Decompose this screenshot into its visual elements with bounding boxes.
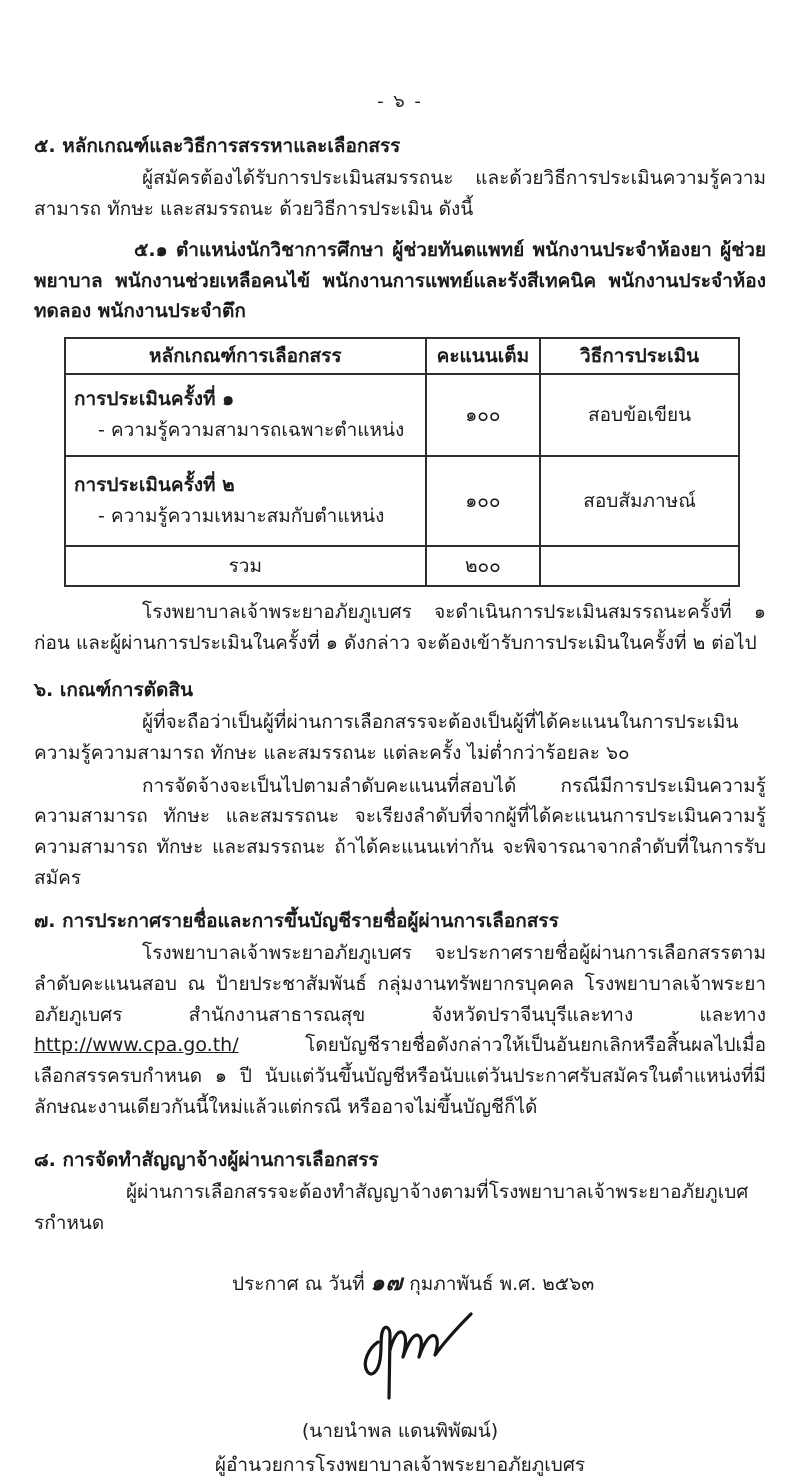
header-method: วิธีการประเมิน — [540, 338, 739, 374]
section-8-heading: ๘. การจัดทำสัญญาจ้างผู้ผ่านการเลือกสรร — [34, 1148, 379, 1171]
section-5 — [34, 131, 766, 327]
criteria-cell — [65, 456, 426, 546]
signature-image — [345, 1302, 495, 1412]
total-method-cell — [540, 546, 739, 586]
total-score-cell: ๒๐๐ — [426, 546, 541, 586]
total-label-cell: รวม — [65, 546, 426, 586]
method-cell: สอบข้อเขียน — [540, 374, 739, 456]
section-7 — [34, 906, 766, 1123]
evaluation-table — [64, 337, 740, 587]
note-after-table: โรงพยาบาลเจ้าพระยาอภัยภูเบศร จะดำเนินการประเมินสมรรถนะครั้งที่ ๑ ก่อน และผู้ผ่านการประเมินในครั้งที่ ๑ ดังกล่าว จะต้องเข้ารับการประเมินในครั้งที่ ๒ ต่อไป — [34, 601, 766, 654]
issuance-prefix: ประกาศ ณ วันที่ — [232, 1272, 371, 1295]
table-row — [65, 374, 739, 456]
header-full-score: คะแนนเต็ม — [426, 338, 541, 374]
section-7-text-before-link: โรงพยาบาลเจ้าพระยาอภัยภูเบศร จะประกาศรายชื่อผู้ผ่านการเลือกสรรตามลำดับคะแนนสอบ ณ ป้ายประชาสัมพันธ์ กลุ่มงานทรัพยากรบุคคล โรงพยาบาลเจ้าพระยาอภัยภูเบศร สำนักงานสาธารณสุข จังหวัดปราจีนบุรีและทาง และทาง — [34, 942, 766, 1026]
section-5-heading: ๕. หลักเกณฑ์และวิธีการสรรหาและเลือกสรร — [34, 135, 401, 157]
section-6-para1: ผู้ที่จะถือว่าเป็นผู้ที่ผ่านการเลือกสรรจะต้องเป็นผู้ที่ได้คะแนนในการประเมินความรู้ความสามารถ ทักษะ และสมรรถนะ แต่ละครั้ง ไม่ต่ำกว่าร้อยละ ๖๐ — [34, 711, 739, 764]
score-cell: ๑๐๐ — [426, 374, 541, 456]
section-6-para2: การจัดจ้างจะเป็นไปตามลำดับคะแนนที่สอบได้ กรณีมีการประเมินความรู้ความสามารถ ทักษะ และสมรรถนะ จะเรียงลำดับที่จากผู้ที่ได้คะแนนการประเมินความรู้ความสามารถ ทักษะ และสมรรถนะ ถ้าได้คะแนนเท่ากัน จะพิจารณาจากลำดับที่ในการรับสมัคร — [34, 774, 766, 889]
section-8-para: ผู้ผ่านการเลือกสรรจะต้องทำสัญญาจ้างตามที่โรงพยาบาลเจ้าพระยาอภัยภูเบศรกำหนด — [34, 1181, 749, 1234]
score-cell: ๑๐๐ — [426, 456, 541, 546]
section-7-heading: ๗. การประกาศรายชื่อและการขึ้นบัญชีรายชื่อผู้ผ่านการเลือกสรร — [34, 909, 559, 932]
evaluation-round-title: การประเมินครั้งที่ ๒ — [74, 473, 235, 496]
table-total-row — [65, 546, 739, 586]
table-header-row — [65, 338, 739, 374]
section-5-intro: ผู้สมัครต้องได้รับการประเมินสมรรถนะ และด้วยวิธีการประเมินความรู้ความสามารถ ทักษะ และสมรรถนะ ด้วยวิธีการประเมิน ดังนี้ — [34, 167, 766, 221]
evaluation-round-title: การประเมินครั้งที่ ๑ — [74, 387, 235, 410]
issuance-suffix: กุมภาพันธ์ พ.ศ. ๒๕๖๓ — [403, 1272, 595, 1295]
section-5-1-positions: ๕.๑ ตำแหน่งนักวิชาการศึกษา ผู้ช่วยทันตแพทย์ พนักงานประจำห้องยา ผู้ช่วยพยาบาล พนักงานช่วยเหลือคนไข้ พนักงานการแพทย์และรังสีเทคนิค พนักงานประจำห้องทดลอง พนักงานประจำตึก — [34, 238, 766, 323]
evaluation-item: - ความรู้ความเหมาะสมกับตำแหน่ง — [98, 505, 385, 528]
handwritten-day: ๑๗ — [370, 1270, 404, 1296]
page-number: - ๖ - — [377, 91, 423, 112]
section-7-para — [34, 938, 766, 1123]
criteria-cell — [65, 374, 426, 456]
signature-area — [34, 1302, 766, 1480]
signatory-name: (นายนำพล แดนพิพัฒน์) — [301, 1419, 499, 1442]
section-7-text-after-link: โดยบัญชีรายชื่อดังกล่าวให้เป็นอันยกเลิกหรือสิ้นผลไปเมื่อเลือกสรรครบกำหนด ๑ ปี นับแต่วันขึ้นบัญชีหรือนับแต่วันประกาศรับสมัครในตำแหน่งที่มีลักษณะงานเดียวกันนี้ใหม่แล้วแต่กรณี หรืออาจไม่ขึ้นบัญชีก็ได้ — [34, 1034, 766, 1118]
table-row — [65, 456, 739, 546]
section-8 — [34, 1145, 766, 1239]
signatory-title: ผู้อำนวยการโรงพยาบาลเจ้าพระยาอภัยภูเบศร — [214, 1453, 586, 1476]
issuance-date-line — [232, 1265, 766, 1300]
section-6-heading: ๖. เกณฑ์การตัดสิน — [34, 678, 193, 701]
section-6 — [34, 675, 766, 894]
announcement-url-link: http://www.cpa.go.th/ — [34, 1034, 239, 1057]
method-cell: สอบสัมภาษณ์ — [540, 456, 739, 546]
header-criteria: หลักเกณฑ์การเลือกสรร — [65, 338, 426, 374]
evaluation-item: - ความรู้ความสามารถเฉพาะตำแหน่ง — [98, 419, 405, 442]
